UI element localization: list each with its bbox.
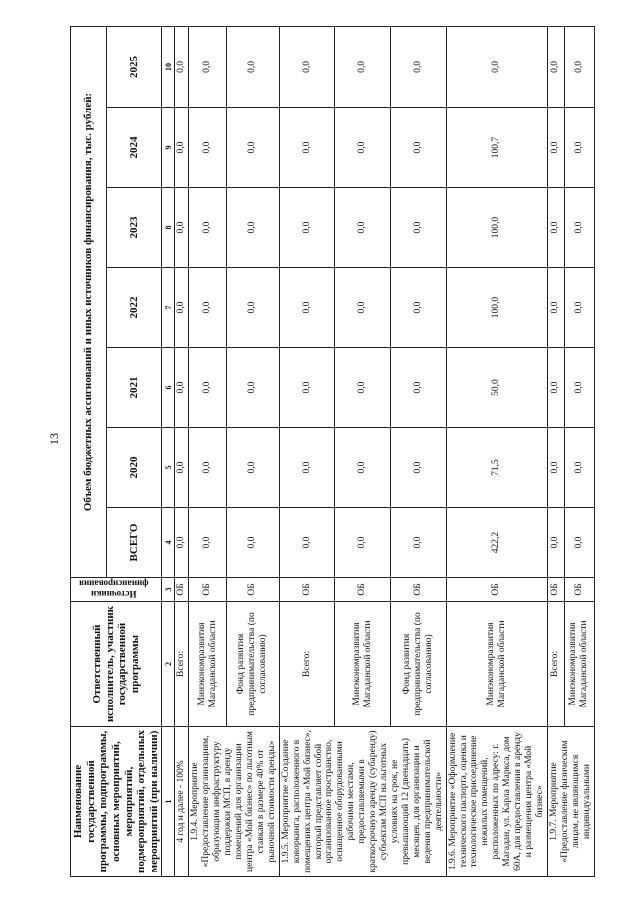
header-name: Наименование государственной программы, подпрограммы, основных мероприятий, мероприятий, подмероприятий, отдельных мероприятий (при наличии) xyxy=(71,727,162,877)
row-value: 0,0 xyxy=(391,508,447,578)
row-value: 100,0 xyxy=(446,188,547,268)
row-value: 0,0 xyxy=(175,26,189,107)
column-index: 9 xyxy=(162,108,175,188)
row-name: 1.9.5. Мероприятие «Создание коворкинга, расположенного в помещениях центра «Мой бизнес», который представляет собой организованное пространство, оснащенное оборудованными рабочими местами, предоставляемыми в краткосрочную аренду (субаренду) субъектам МСП на льготных условиях на срок, не превышающий 12 (двенадцать) месяцев, для организации и ведения предпринимательской деятельности» xyxy=(279,727,446,877)
row-value: 100,7 xyxy=(446,108,547,188)
row-value: 0,0 xyxy=(189,188,226,268)
row-value: 0,0 xyxy=(564,268,594,348)
row-value: 0,0 xyxy=(189,348,226,428)
column-index: 3 xyxy=(162,578,175,602)
row-value: 0,0 xyxy=(279,268,335,348)
row-value: 0,0 xyxy=(189,26,226,107)
row-value: 0,0 xyxy=(189,268,226,348)
row-source: ОБ xyxy=(189,578,226,602)
table-row xyxy=(279,26,335,876)
header-year: 2024 xyxy=(107,108,162,188)
row-value: 0,0 xyxy=(564,26,594,107)
row-name: 4 год и далее - 100% xyxy=(175,727,189,877)
row-value: 50,0 xyxy=(446,348,547,428)
row-value: 0,0 xyxy=(279,108,335,188)
row-value: 0,0 xyxy=(226,26,279,107)
row-executor: Фонд развития предпринимательства (по согласованию) xyxy=(391,602,447,727)
table-row xyxy=(446,26,547,876)
row-value: 0,0 xyxy=(335,428,391,508)
row-value: 0,0 xyxy=(564,108,594,188)
row-value: 0,0 xyxy=(226,188,279,268)
header-source-cell xyxy=(71,578,162,602)
row-source: ОБ xyxy=(226,578,279,602)
row-value: 0,0 xyxy=(279,428,335,508)
header-year: 2023 xyxy=(107,188,162,268)
row-value: 0,0 xyxy=(391,348,447,428)
row-value: 0,0 xyxy=(547,26,564,107)
row-source: ОБ xyxy=(175,578,189,602)
column-index: 1 xyxy=(162,727,175,877)
row-value: 0,0 xyxy=(446,26,547,107)
row-value: 0,0 xyxy=(547,268,564,348)
header-year: 2020 xyxy=(107,428,162,508)
row-executor: Фонд развития предпринимательства (по согласованию) xyxy=(226,602,279,727)
row-value: 0,0 xyxy=(279,188,335,268)
row-value: 0,0 xyxy=(547,508,564,578)
row-value: 0,0 xyxy=(189,508,226,578)
row-value: 0,0 xyxy=(391,268,447,348)
table-row xyxy=(189,26,226,876)
row-executor: Всего: xyxy=(279,602,335,727)
row-value: 0,0 xyxy=(547,428,564,508)
row-value: 0,0 xyxy=(564,348,594,428)
funding-table xyxy=(70,26,595,877)
row-value: 0,0 xyxy=(391,108,447,188)
row-name: 1.9.4. Мероприятие «Предоставление организациям, образующим инфраструктуру поддержки МСП, в аренду помещений для организации центра «Мой бизнес» по льготным ставкам в размере 40% от рыночной стоимости аренды» xyxy=(189,727,279,877)
row-value: 0,0 xyxy=(279,26,335,107)
column-index: 4 xyxy=(162,508,175,578)
row-value: 0,0 xyxy=(391,26,447,107)
row-value: 0,0 xyxy=(391,428,447,508)
row-value: 0,0 xyxy=(175,508,189,578)
row-source: ОБ xyxy=(391,578,447,602)
row-value: 0,0 xyxy=(279,508,335,578)
row-executor: Минэкономразвития Магаданской области xyxy=(335,602,391,727)
row-value: 0,0 xyxy=(547,348,564,428)
header-funding: Объем бюджетных ассигнований и иных источников финансирования, тыс. рублей: xyxy=(71,26,107,577)
row-value: 100,0 xyxy=(446,268,547,348)
row-value: 0,0 xyxy=(335,348,391,428)
row-value: 0,0 xyxy=(175,348,189,428)
row-executor: Всего: xyxy=(175,602,189,727)
row-source: ОБ xyxy=(564,578,594,602)
row-value: 0,0 xyxy=(335,188,391,268)
table-row xyxy=(547,26,564,876)
row-value: 0,0 xyxy=(279,348,335,428)
column-index: 2 xyxy=(162,602,175,727)
column-index: 7 xyxy=(162,268,175,348)
row-executor: Минэкономразвития Магаданской области xyxy=(189,602,226,727)
row-value: 0,0 xyxy=(564,188,594,268)
row-value: 0,0 xyxy=(226,268,279,348)
column-index: 10 xyxy=(162,26,175,107)
header-year: 2021 xyxy=(107,348,162,428)
column-index: 8 xyxy=(162,188,175,268)
row-name: 1.9.6. Мероприятие «Оформление технического паспорта, оценка и технологическое присоединение нежилых помещений, расположенных по адресу: г. Магадан, ул. Карла Маркса, дом 60А, для предоставления в аренду и размещения центра «Мой бизнес» xyxy=(446,727,547,877)
row-source: ОБ xyxy=(335,578,391,602)
row-value: 0,0 xyxy=(189,428,226,508)
header-executor: Ответственный исполнитель, участник государственной программы xyxy=(71,602,162,727)
row-name: 1.9.7. Мероприятие «Предоставление физическим лицам, не являющимся индивидуальными xyxy=(547,727,594,877)
row-executor: Минэкономразвития Магаданской области xyxy=(446,602,547,727)
row-value: 0,0 xyxy=(226,428,279,508)
header-source: Источники финансирования xyxy=(79,578,150,599)
row-value: 422,2 xyxy=(446,508,547,578)
table-row xyxy=(175,26,189,876)
row-value: 0,0 xyxy=(547,188,564,268)
row-value: 71,5 xyxy=(446,428,547,508)
row-value: 0,0 xyxy=(335,26,391,107)
row-source: ОБ xyxy=(547,578,564,602)
row-value: 0,0 xyxy=(547,108,564,188)
row-value: 0,0 xyxy=(175,268,189,348)
column-index: 5 xyxy=(162,428,175,508)
header-year: 2022 xyxy=(107,268,162,348)
header-total: ВСЕГО xyxy=(107,508,162,578)
rotated-table-container xyxy=(70,27,592,877)
row-value: 0,0 xyxy=(335,508,391,578)
row-value: 0,0 xyxy=(391,188,447,268)
row-value: 0,0 xyxy=(226,348,279,428)
page-number: 13 xyxy=(47,433,61,445)
row-value: 0,0 xyxy=(175,188,189,268)
row-value: 0,0 xyxy=(335,268,391,348)
row-value: 0,0 xyxy=(226,108,279,188)
row-value: 0,0 xyxy=(226,508,279,578)
row-value: 0,0 xyxy=(564,508,594,578)
column-index: 6 xyxy=(162,348,175,428)
row-executor: Всего: xyxy=(547,602,564,727)
row-value: 0,0 xyxy=(335,108,391,188)
header-year: 2025 xyxy=(107,26,162,107)
row-value: 0,0 xyxy=(189,108,226,188)
row-executor: Минэкономразвития Магаданской области xyxy=(564,602,594,727)
row-value: 0,0 xyxy=(564,428,594,508)
row-value: 0,0 xyxy=(175,108,189,188)
row-value: 0,0 xyxy=(175,428,189,508)
row-source: ОБ xyxy=(279,578,335,602)
row-source: ОБ xyxy=(446,578,547,602)
